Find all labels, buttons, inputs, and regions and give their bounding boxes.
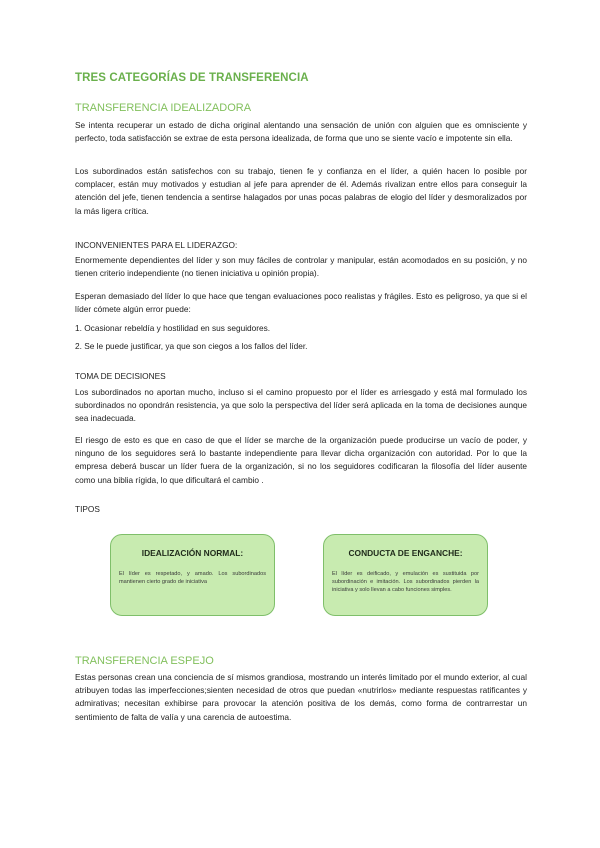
paragraph-espejo-1: Estas personas crean una conciencia de sí mismos grandiosa, mostrando un interés limitado por el mundo exterior, al cual atribuyen todas las imperfecciones;sienten necesidad de otros que puedan «nutrirlos» mediante respuestas ratificantes y admirativas; necesitan exhibirse para provocar la atención positiva de los demás, como forma de contrarrestar un sentimiento de falta de valía y una carencia de autoestima. xyxy=(75,672,527,722)
heading-transferencia-espejo: TRANSFERENCIA ESPEJO xyxy=(75,655,214,667)
label-toma-decisiones: TOMA DE DECISIONES xyxy=(75,371,166,381)
paragraph-inconvenientes-1: Enormemente dependientes del líder y son muy fáciles de controlar y manipular, están acomodados en su posición, y no tienen criterio independiente (no tienen iniciativa u opinión propia). xyxy=(75,255,527,279)
tipo-box-idealizacion-normal xyxy=(110,534,275,616)
paragraph-inconvenientes-2: Esperan demasiado del líder lo que hace que tengan evaluaciones poco realistas y frágiles. Esto es peligroso, ya que si el líder cómete algún error puede: xyxy=(75,291,527,315)
paragraph-idealizadora-2: Los subordinados están satisfechos con su trabajo, tienen fe y confianza en el líder, a quién hacen lo posible por complacer, están muy motivados y estudian al jefe para aprender de él. Además rivalizan entre ellos para conseguir la atención del jefe, tienen tendencia a sentirse halagados por unas pocas palabras de elogio del líder y desmoralizados por la más ligera crítica. xyxy=(75,166,527,216)
list-item-1: 1. Ocasionar rebeldía y hostilidad en sus seguidores. xyxy=(75,323,271,333)
paragraph-toma-2: El riesgo de esto es que en caso de que el líder se marche de la organización puede producirse un vacío de poder, y ninguno de los seguidores será lo bastante independiente para llevar dicha organización con autoridad. Por lo que la empresa deberá buscar un líder fuera de la organización, si no los seguidores codificaran la filosofía del líder ausente como una biblia rígida, lo que dificultará el cambio . xyxy=(75,435,527,485)
box-text-idealizacion-normal: El líder es respetado, y amado. Los subordinados mantienen cierto grado de iniciativa xyxy=(119,571,266,586)
paragraph-idealizadora-1: Se intenta recuperar un estado de dicha original alentando una sensación de unión con alguien que es omnisciente y perfecto, toda satisfacción se extrae de esta persona idealizada, de forma que uno se siente vacío e impotente sin ella. xyxy=(75,120,527,144)
box-title-conducta-enganche: CONDUCTA DE ENGANCHE: xyxy=(348,548,463,558)
paragraph-toma-1: Los subordinados no aportan mucho, incluso si el camino propuesto por el líder es arriesgado y está mal formulado los subordinados no opondrán resistencia, ya que solo la perspectiva del líder será aplicada en la toma de decisiones aunque sea inadecuada. xyxy=(75,387,527,424)
document-title: TRES CATEGORÍAS DE TRANSFERENCIA xyxy=(75,72,309,84)
label-inconvenientes: INCONVENIENTES PARA EL LIDERAZGO: xyxy=(75,240,238,250)
label-tipos: TIPOS xyxy=(75,504,100,514)
list-item-2: 2. Se le puede justificar, ya que son ciegos a los fallos del líder. xyxy=(75,341,308,351)
tipo-box-conducta-enganche xyxy=(323,534,488,616)
box-title-idealizacion-normal: IDEALIZACIÓN NORMAL: xyxy=(141,548,244,558)
heading-transferencia-idealizadora: TRANSFERENCIA IDEALIZADORA xyxy=(75,102,252,114)
box-text-conducta-enganche: El líder es deificado, y emulación es sustituida por subordinación e imitación. Los subordinados pierden la iniciativa y solo llevan a cabo funciones simples. xyxy=(332,571,479,594)
